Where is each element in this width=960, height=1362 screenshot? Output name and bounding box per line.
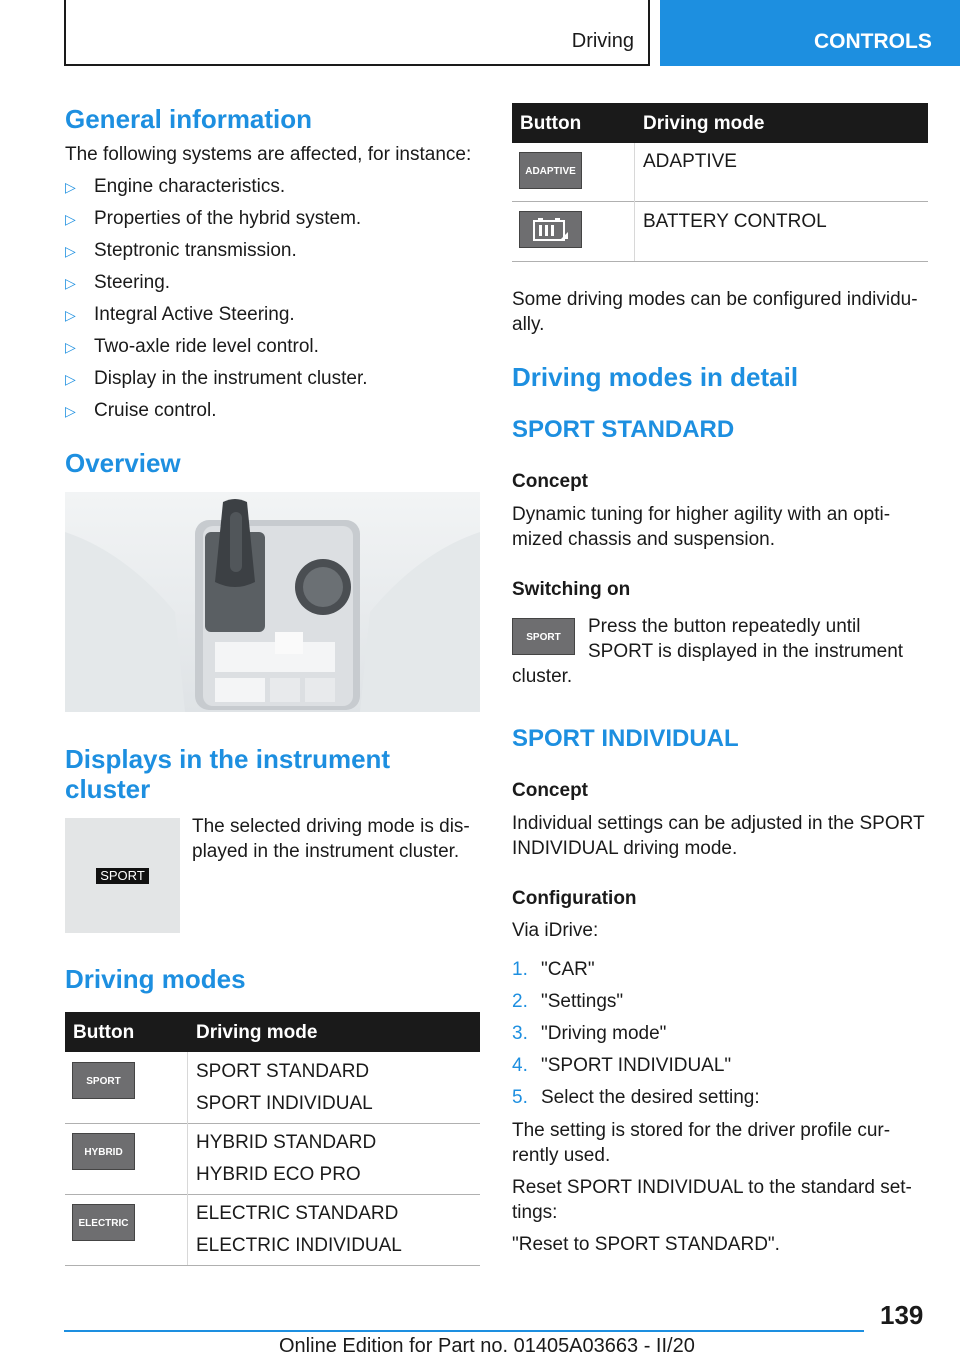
displays-text-line2: played in the instrument cluster. [192, 841, 460, 862]
header-chapter-label: CONTROLS [814, 30, 932, 53]
switching-on-heading: Switching on [512, 579, 631, 600]
table-row-divider [65, 1265, 480, 1266]
reset-text-line3: "Reset to SPORT STANDARD". [512, 1234, 780, 1255]
battery-control-icon [520, 212, 581, 247]
mode-cell: BATTERY CONTROL [643, 211, 827, 232]
hybrid-button-image: HYBRID [72, 1133, 135, 1170]
page-number: 139 [880, 1300, 924, 1330]
col-mode-header: Driving mode [196, 1022, 318, 1043]
bullet-triangle-icon: ▷ [65, 403, 76, 419]
general-intro: The following systems are affected, for instance: [65, 144, 472, 165]
table-column-divider [187, 1052, 188, 1265]
mode-cell: ADAPTIVE [643, 151, 737, 172]
sport-button-image: SPORT [72, 1062, 135, 1099]
configuration-heading: Configuration [512, 888, 637, 909]
switching-text-line1: Press the button repeatedly until [588, 616, 861, 637]
modes2-table-header [512, 103, 928, 143]
individual-concept-line2: INDIVIDUAL driving mode. [512, 838, 738, 859]
col-mode-header: Driving mode [643, 113, 765, 134]
footer-divider [64, 1330, 864, 1332]
reset-text-line1: Reset SPORT INDIVIDUAL to the standard set- [512, 1177, 912, 1198]
sport-individual-heading: SPORT INDIVIDUAL [512, 725, 739, 752]
table-row-divider [512, 261, 928, 262]
displays-text-line1: The selected driving mode is dis- [192, 816, 470, 837]
configurable-note-line2: ally. [512, 314, 545, 335]
bullet-triangle-icon: ▷ [65, 339, 76, 355]
stored-text-line2: rently used. [512, 1145, 611, 1166]
sport-standard-heading: SPORT STANDARD [512, 416, 735, 443]
electric-button-image: ELECTRIC [72, 1204, 135, 1241]
switching-text-line3: cluster. [512, 666, 573, 687]
overview-heading: Overview [65, 448, 181, 478]
footer-edition: Online Edition for Part no. 01405A03663 - II/20 [279, 1335, 695, 1357]
displays-heading-line1: Displays in the instrument [65, 744, 391, 774]
bullet-triangle-icon: ▷ [65, 243, 76, 259]
concept-text-line1: Dynamic tuning for higher agility with an opti- [512, 504, 891, 525]
displays-heading-line2: cluster [65, 774, 151, 804]
header-section-label: Driving [571, 30, 634, 52]
adaptive-button-image: ADAPTIVE [519, 152, 582, 189]
switching-text-line2: SPORT is displayed in the instrument [588, 641, 904, 662]
bullet-triangle-icon: ▷ [65, 211, 76, 227]
concept-heading: Concept [512, 780, 588, 801]
table-column-divider [634, 143, 635, 261]
mode-cell: HYBRID STANDARD [196, 1132, 377, 1153]
general-information-heading: General information [65, 104, 313, 134]
sport-badge: SPORT [96, 868, 149, 884]
header-section-tab [64, 0, 650, 66]
instrument-cluster-image [65, 818, 180, 933]
sport-button-image: SPORT [512, 618, 575, 655]
header-chapter-tab [660, 0, 960, 66]
col-button-header: Button [73, 1022, 135, 1043]
col-button-header: Button [520, 113, 582, 134]
center-console-photo [65, 492, 480, 712]
mode-cell: SPORT INDIVIDUAL [196, 1093, 373, 1114]
configurable-note-line1: Some driving modes can be configured individu- [512, 289, 918, 310]
concept-heading: Concept [512, 471, 588, 492]
mode-cell: SPORT STANDARD [196, 1061, 370, 1082]
reset-text-line2: tings: [512, 1202, 558, 1223]
bullet-triangle-icon: ▷ [65, 179, 76, 195]
concept-text-line2: mized chassis and suspension. [512, 529, 775, 550]
individual-concept-line1: Individual settings can be adjusted in the SPORT [512, 813, 925, 834]
center-console-illustration [65, 492, 480, 712]
modes-table-header [65, 1012, 480, 1052]
bullet-triangle-icon: ▷ [65, 275, 76, 291]
bullet-triangle-icon: ▷ [65, 371, 76, 387]
table-row-divider [65, 1123, 480, 1124]
mode-cell: ELECTRIC STANDARD [196, 1203, 399, 1224]
table-row-divider [512, 201, 928, 202]
via-idrive-text: Via iDrive: [512, 920, 599, 941]
table-row-divider [65, 1194, 480, 1195]
stored-text-line1: The setting is stored for the driver profile cur- [512, 1120, 891, 1141]
mode-cell: HYBRID ECO PRO [196, 1164, 361, 1185]
mode-cell: ELECTRIC INDIVIDUAL [196, 1235, 402, 1256]
driving-modes-detail-heading: Driving modes in detail [512, 362, 799, 392]
driving-modes-heading: Driving modes [65, 964, 246, 994]
battery-control-button-image [519, 211, 582, 248]
bullet-triangle-icon: ▷ [65, 307, 76, 323]
